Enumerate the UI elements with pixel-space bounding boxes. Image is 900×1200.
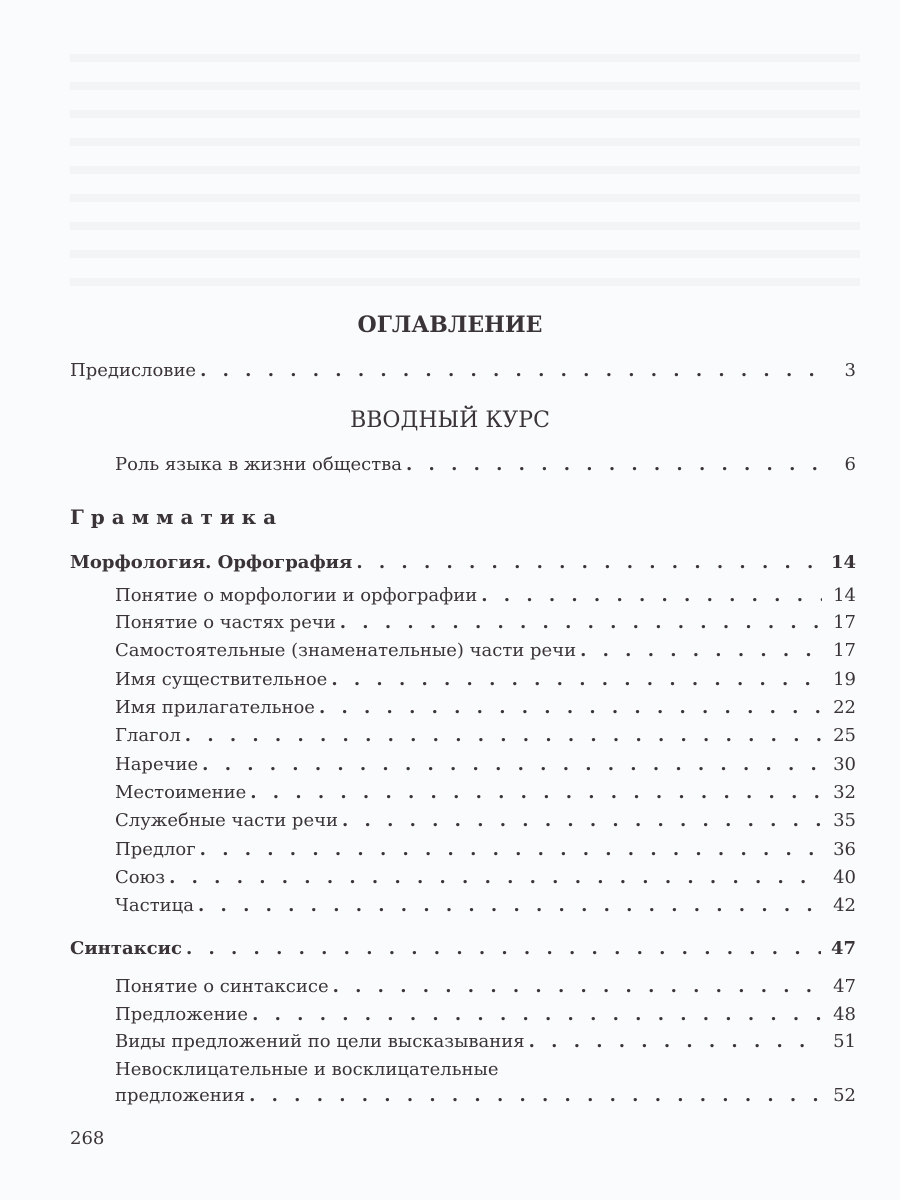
toc-entry-label: Имя существительное	[115, 669, 328, 690]
toc-entry-page: 17	[833, 612, 856, 633]
toc-entry-page: 30	[833, 754, 856, 775]
toc-entry-page: 17	[833, 640, 856, 661]
toc-entry-page: 36	[833, 839, 856, 860]
toc-entry-label: Местоимение	[115, 782, 247, 803]
toc-entry-label: Виды предложений по цели высказывания	[115, 1031, 525, 1052]
page-title: ОГЛАВЛЕНИЕ	[357, 312, 543, 338]
toc-entry[interactable]	[115, 1085, 856, 1106]
toc-entry-page: 25	[833, 725, 856, 746]
toc-entry-page: 14	[830, 552, 856, 573]
leader-dots	[250, 782, 822, 803]
toc-entry[interactable]	[115, 895, 856, 916]
toc-entry-label: Служебные части речи	[115, 810, 339, 831]
leader-dots	[481, 585, 822, 606]
leader-dots	[319, 697, 822, 718]
toc-entry-label: Понятие о частях речи	[115, 612, 336, 633]
toc-entry[interactable]	[115, 839, 856, 860]
leader-dots	[200, 839, 822, 860]
toc-entry[interactable]	[115, 697, 856, 718]
toc-entry-page: 32	[833, 782, 856, 803]
toc-entry-page: 47	[830, 938, 856, 959]
toc-entry[interactable]	[115, 725, 856, 746]
toc-entry-label: Синтаксис	[70, 938, 182, 959]
toc-entry[interactable]	[115, 1004, 856, 1025]
toc-entry[interactable]	[115, 782, 856, 803]
toc-entry-label: Имя прилагательное	[115, 697, 315, 718]
leader-dots	[356, 552, 821, 573]
leader-dots	[342, 810, 822, 831]
toc-entry-label: Невосклицательные и восклицательные	[115, 1059, 499, 1080]
toc-entry-page: 48	[833, 1004, 856, 1025]
toc-entry-label: Частица	[115, 895, 194, 916]
toc-entry-label: Союз	[115, 867, 166, 888]
leader-dots	[529, 1031, 822, 1052]
toc-entry[interactable]	[115, 810, 856, 831]
toc-entry[interactable]	[115, 669, 856, 690]
page-number: 268	[70, 1128, 105, 1149]
toc-entry-page: 3	[844, 360, 856, 381]
toc-entry[interactable]	[115, 1031, 856, 1052]
leader-dots	[331, 669, 822, 690]
toc-entry-page: 19	[833, 669, 856, 690]
section-heading-grammar: Грамматика	[70, 505, 284, 529]
leader-dots	[333, 976, 822, 997]
leader-dots	[249, 1085, 822, 1106]
toc-entry-page: 47	[833, 976, 856, 997]
toc-entry-page: 14	[833, 585, 856, 606]
toc-entry[interactable]	[115, 585, 856, 606]
toc-entry-label-line1	[115, 1059, 856, 1080]
toc-entry-page: 51	[833, 1031, 856, 1052]
toc-entry-label: Роль языка в жизни общества	[115, 454, 403, 475]
toc-entry-label: Морфология. Орфография	[70, 552, 353, 573]
leader-dots	[200, 360, 822, 381]
bleed-through-text	[70, 40, 860, 300]
leader-dots	[406, 454, 822, 475]
leader-dots	[580, 640, 822, 661]
toc-entry-label: Предисловие	[70, 360, 197, 381]
toc-entry-page: 52	[833, 1085, 856, 1106]
toc-entry-page: 40	[833, 867, 856, 888]
toc-entry[interactable]	[115, 867, 856, 888]
section-heading-intro: ВВОДНЫЙ КУРС	[350, 408, 550, 433]
toc-entry[interactable]	[115, 976, 856, 997]
toc-entry-label: Глагол	[115, 725, 181, 746]
toc-entry-label: Самостоятельные (знаменательные) части речи	[115, 640, 577, 661]
toc-entry-page: 6	[844, 454, 856, 475]
toc-entry-preface[interactable]	[70, 360, 856, 381]
leader-dots	[340, 612, 822, 633]
toc-entry-morphology[interactable]	[70, 552, 856, 573]
toc-entry-page: 42	[833, 895, 856, 916]
toc-entry[interactable]	[115, 640, 856, 661]
toc-entry[interactable]	[115, 754, 856, 775]
toc-entry-label: предложения	[115, 1085, 246, 1106]
toc-entry-page: 22	[833, 697, 856, 718]
toc-entry-label: Понятие о синтаксисе	[115, 976, 329, 997]
leader-dots	[186, 938, 821, 959]
toc-entry-page: 35	[833, 810, 856, 831]
toc-entry[interactable]	[115, 612, 856, 633]
leader-dots	[202, 754, 822, 775]
leader-dots	[169, 867, 822, 888]
leader-dots	[185, 725, 822, 746]
toc-entry-label: Предлог	[115, 839, 196, 860]
toc-entry-label: Понятие о морфологии и орфографии	[115, 585, 478, 606]
leader-dots	[198, 895, 822, 916]
toc-entry-syntax[interactable]	[70, 938, 856, 959]
toc-entry-label: Наречие	[115, 754, 199, 775]
toc-entry-label: Предложение	[115, 1004, 249, 1025]
leader-dots	[252, 1004, 822, 1025]
toc-entry[interactable]	[115, 454, 856, 475]
